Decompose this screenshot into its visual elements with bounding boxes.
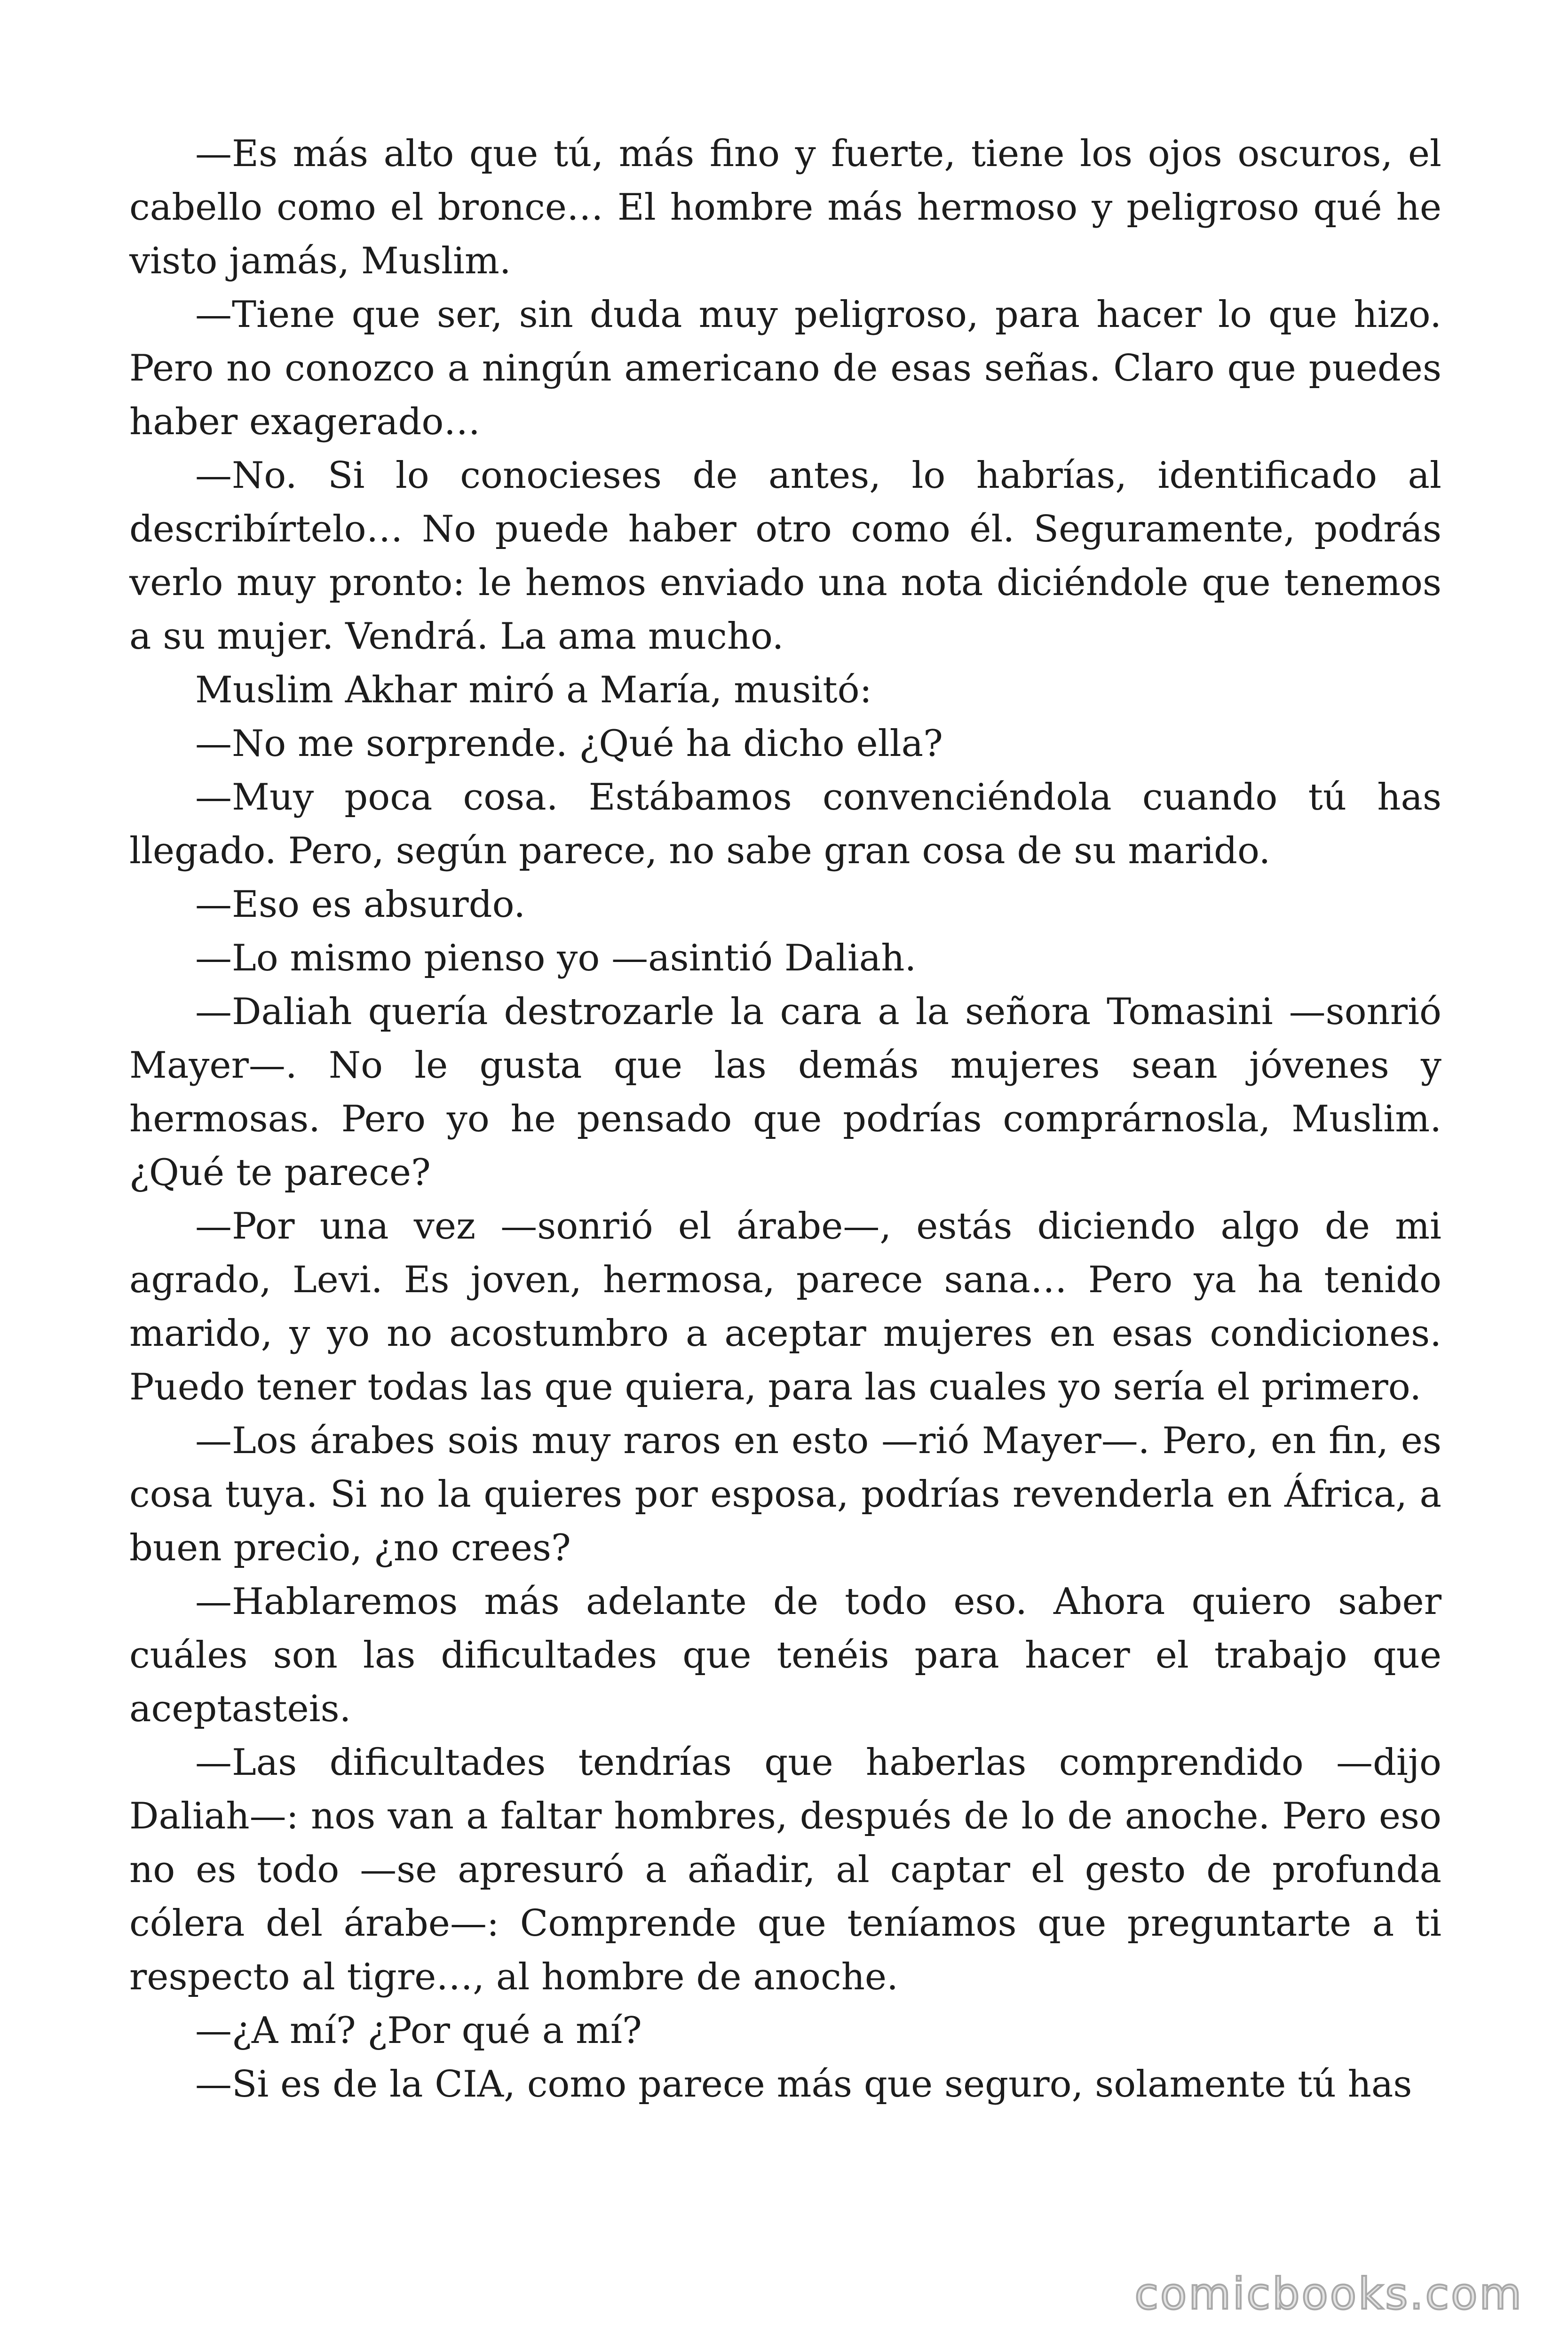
paragraph: Muslim Akhar miró a María, musitó: [195, 669, 872, 711]
paragraph: —Eso es absurdo. [195, 883, 525, 926]
watermark: comicbooks.com [1134, 2269, 1523, 2319]
paragraph: —No me sorprende. ¿Qué ha dicho ella? [195, 723, 943, 765]
paragraph: —Daliah quería destrozarle la cara a la señora Tomasini —sonrió Mayer—. No le gusta que las demás mujeres sean jóvenes y hermosas. Pero yo he pensado que podrías comprárnosla, Muslim. ¿Qué te parece? [129, 991, 1441, 1194]
paragraph: —Si es de la CIA, como parece más que seguro, solamente tú has [195, 2063, 1412, 2106]
paragraph: —¿A mí? ¿Por qué a mí? [195, 2010, 642, 2052]
paragraph: —Hablaremos más adelante de todo eso. Ahora quiero saber cuáles son las dificultades que tenéis para hacer el trabajo que aceptasteis. [129, 1581, 1441, 1730]
paragraph: —Las dificultades tendrías que haberlas comprendido —dijo Daliah—: nos van a faltar hombres, después de lo de anoche. Pero eso no es todo —se apresuró a añadir, al captar el gesto de profunda cólera del árabe—: Comprende que teníamos que preguntarte a ti respecto al tigre…, al hombre de anoche. [129, 1741, 1441, 1998]
paragraph: —Lo mismo pienso yo —asintió Daliah. [195, 937, 917, 979]
paragraph: —Los árabes sois muy raros en esto —rió Mayer—. Pero, en fin, es cosa tuya. Si no la quieres por esposa, podrías revenderla en África, a buen precio, ¿no crees? [129, 1420, 1441, 1569]
book-page-text [129, 127, 1441, 2111]
paragraph: —Es más alto que tú, más fino y fuerte, tiene los ojos oscuros, el cabello como el bronce… El hombre más hermoso y peligroso qué he visto jamás, Muslim. [129, 133, 1441, 282]
paragraph: —Tiene que ser, sin duda muy peligroso, para hacer lo que hizo. Pero no conozco a ningún americano de esas señas. Claro que puedes haber exagerado… [129, 294, 1441, 443]
paragraph: —No. Si lo conocieses de antes, lo habrías, identificado al describírtelo… No puede haber otro como él. Seguramente, podrás verlo muy pronto: le hemos enviado una nota diciéndole que tenemos a su mujer. Vendrá. La ama mucho. [129, 454, 1441, 658]
paragraph: —Muy poca cosa. Estábamos convenciéndola cuando tú has llegado. Pero, según parece, no sabe gran cosa de su marido. [129, 776, 1441, 872]
paragraph: —Por una vez —sonrió el árabe—, estás diciendo algo de mi agrado, Levi. Es joven, hermosa, parece sana… Pero ya ha tenido marido, y yo no acostumbro a aceptar mujeres en esas condiciones. Puedo tener todas las que quiera, para las cuales yo sería el primero. [129, 1205, 1441, 1408]
